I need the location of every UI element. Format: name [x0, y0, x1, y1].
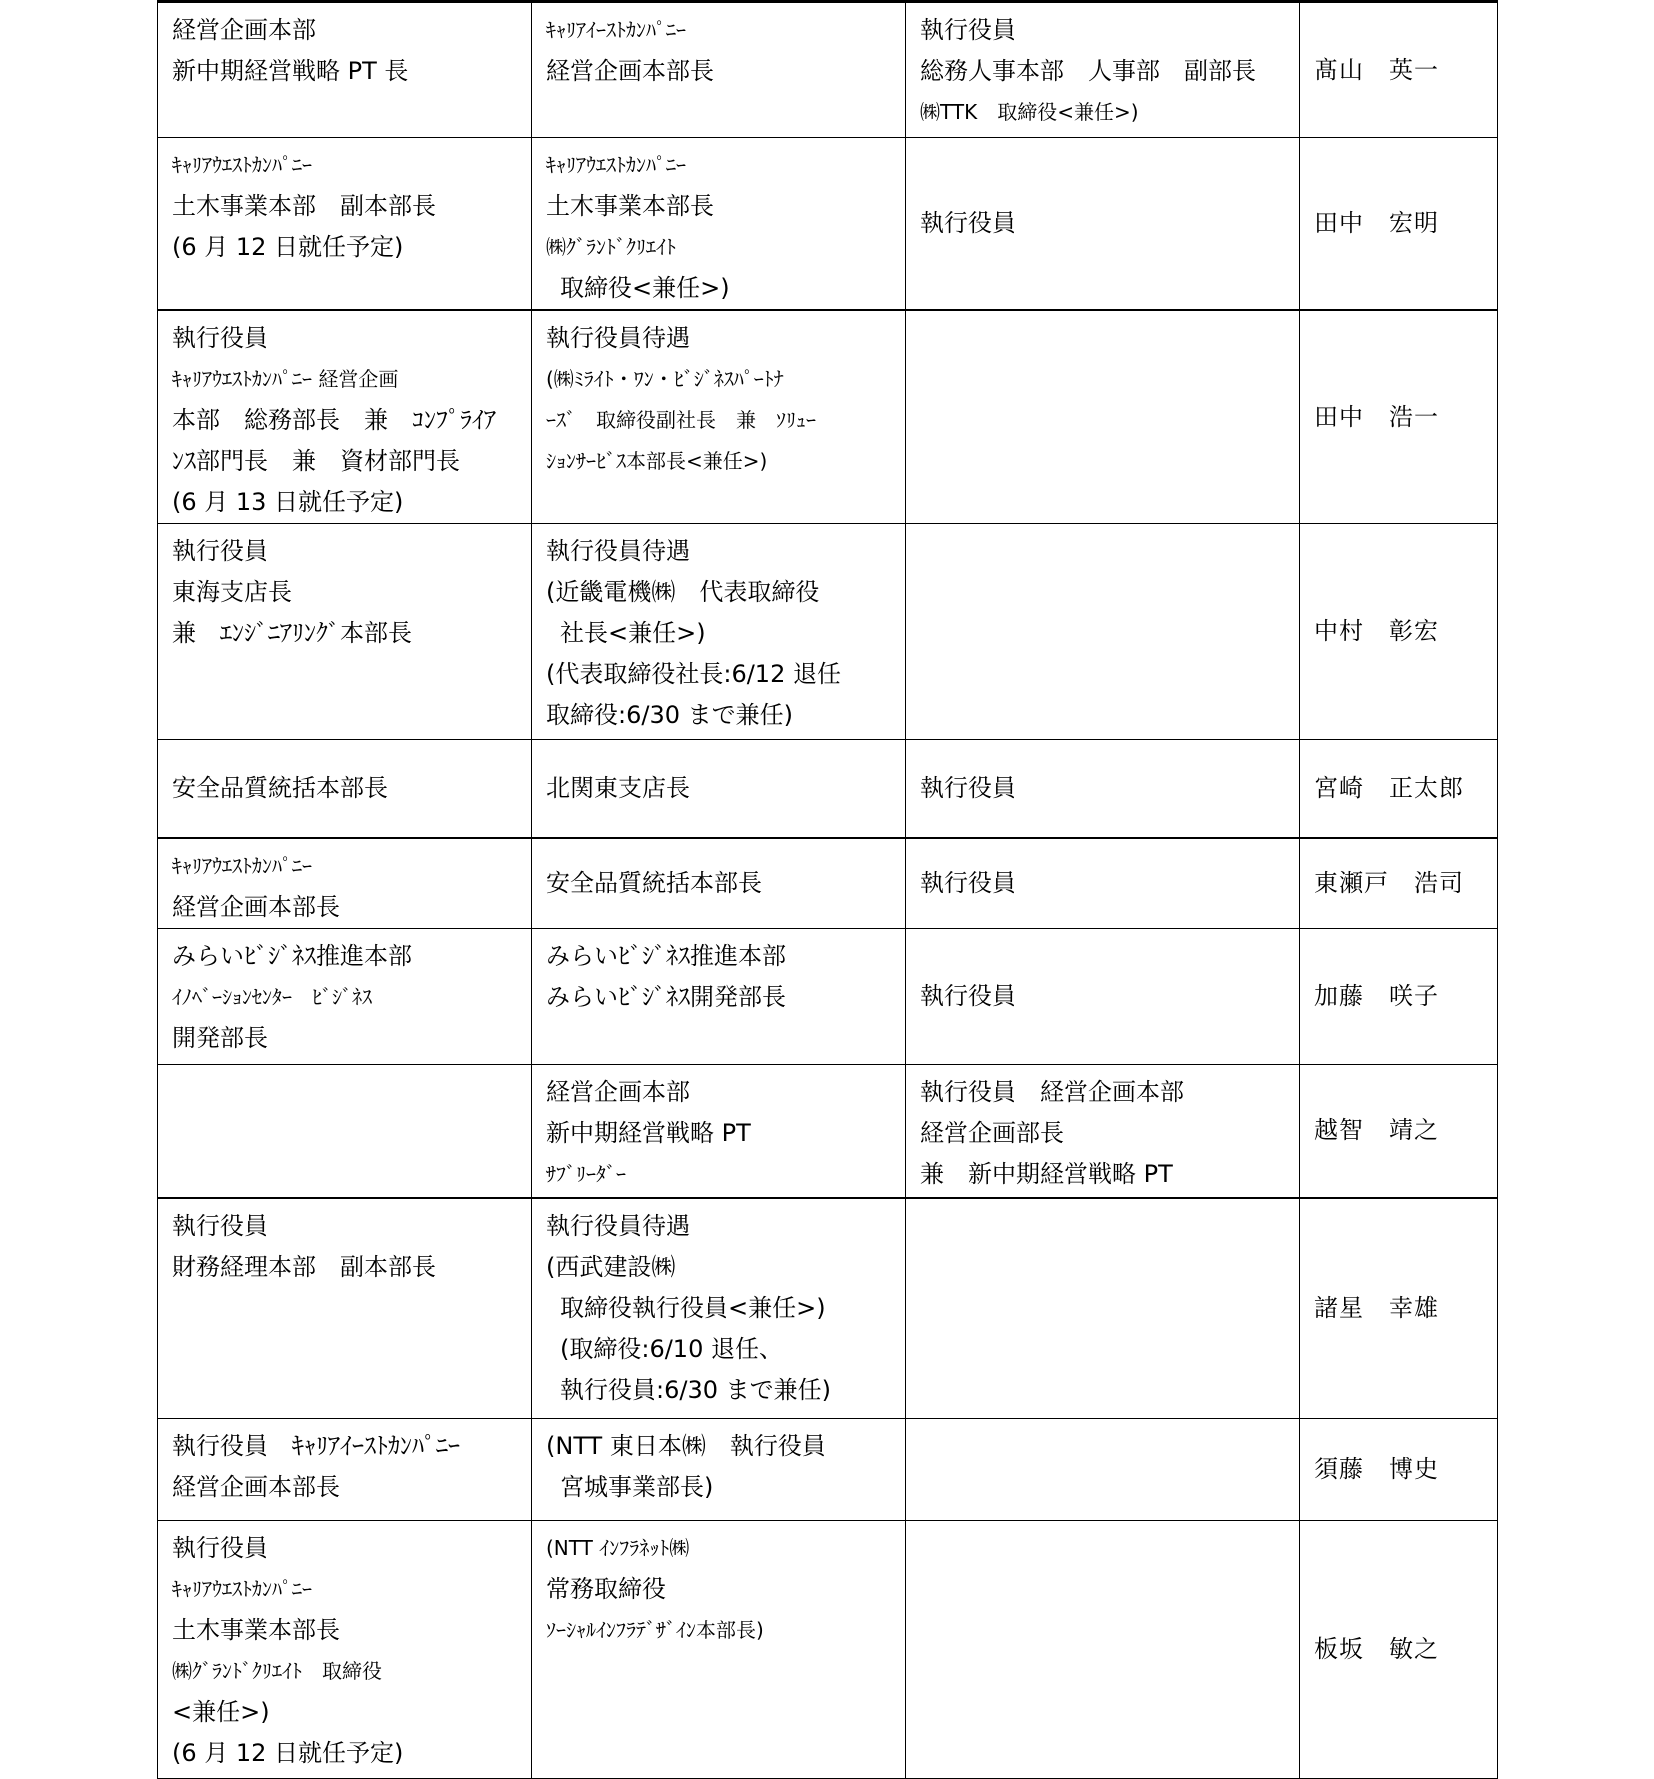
current-post-line: 土木事業本部長: [546, 192, 714, 220]
current-post-line: ｿｰｼｬﾙｲﾝﾌﾗﾃﾞｻﾞｲﾝ本部長): [546, 1617, 764, 1642]
new-post-line: 安全品質統括本部長: [172, 773, 388, 802]
current-post-line: 取締役<兼任>): [560, 274, 730, 302]
new-post-cell: [158, 1520, 532, 1778]
name-cell: 髙山 英一: [1300, 2, 1498, 138]
table-row: [158, 1064, 1498, 1198]
current-post-line: みらいﾋﾞｼﾞﾈｽ開発部長: [546, 982, 786, 1011]
name-cell: 板坂 敏之: [1300, 1520, 1498, 1778]
current-post-line: ｰｽﾞ 取締役副社長 兼 ｿﾘｭｰ: [546, 408, 816, 432]
rank-cell: [906, 138, 1300, 311]
current-post-cell: [532, 1520, 906, 1778]
current-post-cell: [532, 2, 906, 138]
rank-cell: [906, 1520, 1300, 1778]
current-post-cell: [532, 1064, 906, 1198]
current-post-line: ｼｮﾝｻｰﾋﾞｽ本部長<兼任>): [546, 449, 768, 473]
new-post-line: (6 月 13 日就任予定): [172, 488, 404, 516]
name-cell: 東瀬戸 浩司: [1300, 838, 1498, 929]
current-post-line: 経営企画本部長: [546, 57, 714, 85]
table-row: [158, 1198, 1498, 1418]
name-cell: 田中 浩一: [1300, 310, 1498, 524]
name-cell: 加藤 咲子: [1300, 928, 1498, 1064]
rank-cell: [906, 310, 1300, 524]
current-post-line: (㈱ﾐﾗｲﾄ・ﾜﾝ・ﾋﾞｼﾞﾈｽﾊﾟｰﾄﾅ: [546, 367, 784, 391]
new-post-cell: [158, 1418, 532, 1520]
rank-line: ㈱TTK 取締役<兼任>): [920, 100, 1139, 124]
new-post-line: ﾝｽ部門長 兼 資材部門長: [172, 447, 460, 475]
current-post-cell: [532, 310, 906, 524]
current-post-line: 社長<兼任>): [560, 619, 706, 647]
personnel-table: [157, 0, 1498, 1779]
rank-line: 執行役員 経営企画本部: [920, 1077, 1184, 1106]
table-row: [158, 524, 1498, 740]
current-post-cell: [532, 1418, 906, 1520]
table-row: [158, 138, 1498, 311]
table-row: [158, 838, 1498, 929]
rank-cell: [906, 1064, 1300, 1198]
new-post-line: ｷｬﾘｱｳｴｽﾄｶﾝﾊﾟﾆｰ 経営企画: [172, 367, 399, 391]
new-post-line: 開発部長: [172, 1023, 268, 1052]
table-row: [158, 310, 1498, 524]
table-row: [158, 1418, 1498, 1520]
new-post-cell: [158, 138, 532, 311]
new-post-line: 執行役員: [172, 1212, 268, 1240]
current-post-cell: [532, 1198, 906, 1418]
current-post-line: 安全品質統括本部長: [546, 868, 762, 897]
new-post-line: ｷｬﾘｱｳｴｽﾄｶﾝﾊﾟﾆｰ: [172, 1576, 312, 1601]
rank-line: 執行役員: [920, 773, 1016, 802]
new-post-cell: [158, 1064, 532, 1198]
current-post-line: 執行役員待遇: [546, 1212, 690, 1240]
rank-line: 執行役員: [920, 868, 1016, 897]
new-post-line: 経営企画本部: [172, 16, 316, 44]
name-cell: 諸星 幸雄: [1300, 1198, 1498, 1418]
current-post-line: 取締役執行役員<兼任>): [560, 1294, 826, 1322]
current-post-line: (NTT 東日本㈱ 執行役員: [546, 1431, 826, 1460]
current-post-line: ｷｬﾘｱｳｴｽﾄｶﾝﾊﾟﾆｰ: [546, 153, 686, 177]
new-post-line: 執行役員: [172, 537, 268, 565]
rank-line: 総務人事本部 人事部 副部長: [920, 57, 1256, 85]
current-post-cell: [532, 928, 906, 1064]
current-post-line: ｷｬﾘｱｲｰｽﾄｶﾝﾊﾟﾆｰ: [546, 18, 686, 42]
new-post-cell: [158, 1198, 532, 1418]
rank-line: 執行役員: [920, 209, 1016, 237]
current-post-line: 取締役:6/30 まで兼任): [546, 701, 793, 729]
rank-line: 経営企画部長: [920, 1118, 1064, 1147]
current-post-line: みらいﾋﾞｼﾞﾈｽ推進本部: [546, 941, 786, 970]
current-post-line: (西武建設㈱: [546, 1253, 676, 1281]
new-post-line: 執行役員: [172, 324, 268, 352]
rank-cell: [906, 740, 1300, 838]
current-post-line: (取締役:6/10 退任、: [560, 1335, 783, 1363]
personnel-table-container: [157, 0, 1497, 1779]
current-post-line: 経営企画本部: [546, 1077, 690, 1106]
current-post-line: 常務取締役: [546, 1574, 666, 1603]
new-post-line: 執行役員 ｷｬﾘｱｲｰｽﾄｶﾝﾊﾟﾆｰ: [172, 1431, 460, 1460]
current-post-line: 執行役員待遇: [546, 324, 690, 352]
current-post-line: (NTT ｲﾝﾌﾗﾈｯﾄ㈱: [546, 1535, 690, 1560]
rank-cell: [906, 524, 1300, 740]
current-post-line: 新中期経営戦略 PT: [546, 1118, 751, 1147]
new-post-line: 本部 総務部長 兼 ｺﾝﾌﾟﾗｲｱ: [172, 406, 496, 434]
rank-cell: [906, 1198, 1300, 1418]
rank-line: 執行役員: [920, 16, 1016, 44]
current-post-line: 執行役員:6/30 まで兼任): [560, 1376, 831, 1404]
new-post-cell: [158, 928, 532, 1064]
current-post-cell: [532, 138, 906, 311]
current-post-line: (近畿電機㈱ 代表取締役: [546, 578, 820, 606]
rank-cell: [906, 838, 1300, 929]
new-post-line: 新中期経営戦略 PT 長: [172, 57, 409, 85]
current-post-line: ㈱ｸﾞﾗﾝﾄﾞｸﾘｴｲﾄ: [546, 235, 676, 259]
name-cell: 中村 彰宏: [1300, 524, 1498, 740]
new-post-line: 土木事業本部長: [172, 1615, 340, 1644]
new-post-line: ㈱ｸﾞﾗﾝﾄﾞｸﾘｴｲﾄ 取締役: [172, 1658, 382, 1683]
new-post-line: 東海支店長: [172, 578, 292, 606]
name-cell: 宮崎 正太郎: [1300, 740, 1498, 838]
table-row: [158, 928, 1498, 1064]
new-post-line: ｷｬﾘｱｳｴｽﾄｶﾝﾊﾟﾆｰ: [172, 853, 312, 878]
new-post-line: 兼 ｴﾝｼﾞﾆｱﾘﾝｸﾞ本部長: [172, 619, 412, 647]
current-post-cell: [532, 740, 906, 838]
new-post-line: 経営企画本部長: [172, 892, 340, 921]
table-row: [158, 2, 1498, 138]
new-post-cell: [158, 838, 532, 929]
new-post-cell: [158, 310, 532, 524]
new-post-line: (6 月 12 日就任予定): [172, 1738, 404, 1767]
table-row: [158, 740, 1498, 838]
current-post-line: 北関東支店長: [546, 773, 690, 802]
rank-cell: [906, 928, 1300, 1064]
new-post-line: みらいﾋﾞｼﾞﾈｽ推進本部: [172, 941, 412, 970]
current-post-line: 宮城事業部長): [560, 1472, 714, 1501]
new-post-line: 土木事業本部 副本部長: [172, 192, 436, 220]
new-post-line: 経営企画本部長: [172, 1472, 340, 1501]
new-post-line: 財務経理本部 副本部長: [172, 1253, 436, 1281]
name-cell: 越智 靖之: [1300, 1064, 1498, 1198]
current-post-line: 執行役員待遇: [546, 537, 690, 565]
rank-line: 執行役員: [920, 981, 1016, 1010]
new-post-line: 執行役員: [172, 1533, 268, 1562]
new-post-line: ｲﾉﾍﾞｰｼｮﾝｾﾝﾀｰ ﾋﾞｼﾞﾈｽ: [172, 984, 372, 1009]
name-cell: 須藤 博史: [1300, 1418, 1498, 1520]
table-row: [158, 1520, 1498, 1778]
new-post-line: <兼任>): [172, 1697, 270, 1726]
current-post-line: (代表取締役社長:6/12 退任: [546, 660, 841, 688]
new-post-cell: [158, 740, 532, 838]
new-post-cell: [158, 2, 532, 138]
rank-cell: [906, 1418, 1300, 1520]
name-cell: 田中 宏明: [1300, 138, 1498, 311]
new-post-line: (6 月 12 日就任予定): [172, 233, 404, 261]
current-post-cell: [532, 524, 906, 740]
rank-cell: [906, 2, 1300, 138]
new-post-line: ｷｬﾘｱｳｴｽﾄｶﾝﾊﾟﾆｰ: [172, 153, 312, 177]
current-post-cell: [532, 838, 906, 929]
rank-line: 兼 新中期経営戦略 PT: [920, 1159, 1173, 1188]
current-post-line: ｻﾌﾞﾘｰﾀﾞｰ: [546, 1161, 626, 1186]
new-post-cell: [158, 524, 532, 740]
